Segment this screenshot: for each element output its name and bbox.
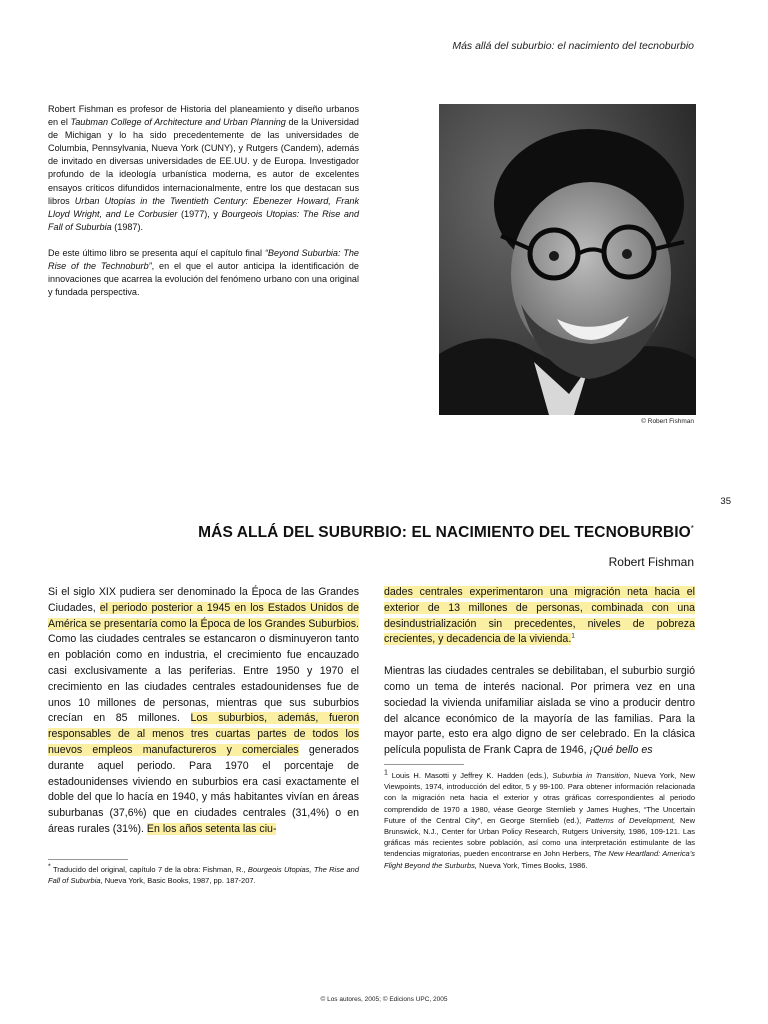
italic-text: Bourgeois Utopias, The Rise and Fall of Suburbia: [48, 865, 359, 886]
body-column-left: [48, 585, 359, 838]
highlighted-text: Los suburbios, además, fueron responsables de al menos tres cuartas partes de todos los nuevos empleos manufactureros y comerciales: [48, 712, 359, 756]
footnote-divider: [48, 859, 128, 860]
footnote-text: [384, 771, 695, 870]
italic-text: Patterns of Development,: [585, 815, 676, 825]
body-paragraph: [384, 664, 695, 759]
title-footnote-marker: *: [690, 524, 694, 533]
article-author: Robert Fishman: [608, 555, 694, 569]
text-run: (1987).: [111, 221, 144, 232]
italic-text: Bourgeois Utopias: The Rise and Fall of Suburbia: [48, 208, 360, 232]
portrait-image: [439, 104, 696, 415]
text-run: Traducido del original, capítulo 7 de la obra: Fishman, R.,: [50, 865, 248, 874]
text-run: generados durante aquel periodo. Para 1970 el porcentaje de estadounidenses viviendo en suburbios era casi exactamente el doble del que lo hacía en 1940, y más habitantes vivían en áreas suburbanas (37,6%) que en ciudades centrales (31,4%) o en áreas rurales (31%).: [48, 743, 359, 835]
italic-text: “Beyond Suburbia: The Rise of the Technoburb”: [48, 247, 359, 272]
footnote-divider: [384, 764, 464, 765]
text-run: , Nueva York, New Viewpoints, 1974, introducción del editor, 5 y 99-100. Para obtener información relacionada con la migración neta hacia el exterior y otras gráficas correspondientes al periodo comprendido de 1970 a 1980, véase George Sternlieb y James Hughes, “The Uncertain Future of the Central City”, en George Sternlieb (ed.),: [384, 771, 696, 825]
running-header: Más allá del suburbio: el nacimiento del tecnoburbio: [452, 40, 694, 52]
text-run: Mientras las ciudades centrales se debilitaban, el suburbio surgió como un tema de interés nacional. Por primera vez en una sociedad la vivienda unifamiliar aislada se vino a producir dentro del alcance económico de la mayoría de las familias. Para la mayor parte, esto era algo digno de ser celebrado. En la clásica película populista de Frank Capra de 1946,: [384, 665, 695, 757]
italic-text: ¡Qué bello es: [589, 744, 653, 757]
footnote-marker: 1: [384, 769, 388, 777]
article-title: [48, 524, 694, 542]
article-title-text: MÁS ALLÁ DEL SUBURBIO: EL NACIMIENTO DEL TECNOBURBIO: [198, 524, 691, 542]
body-paragraph: [48, 585, 359, 838]
text-run: , en el que el autor anticipa la identificación de innovaciones que acarrea la evolución del fenómeno urbano con una original y fundada perspectiva.: [48, 261, 359, 298]
text-run: Como las ciudades centrales se estancaron o disminuyeron tanto en población como en industria, el crecimiento fue encauzado casi exclusivamente a las periferias. Entre 1950 y 1970 el crecimiento en las ciudades centrales estadounidenses fue de unos 10 millones de personas, mientras que sus suburbios crecían en 85 millones.: [48, 633, 359, 725]
footnote-ref: 1: [571, 632, 575, 640]
page-number: 35: [720, 496, 731, 507]
text-run: Louis H. Masotti y Jeffrey K. Hadden (eds.),: [387, 771, 553, 780]
italic-text: Urban Utopias in the Twentieth Century: Ebenezer Howard, Frank Lloyd Wright, and Le Corbusier: [48, 195, 360, 219]
text-run: , Nueva York, Basic Books, 1987, pp. 187-207.: [100, 876, 256, 886]
text-run: de la Universidad de Michigan y lo ha sido precedentemente de las universidades de Columbia, Pennsylvania, Nueva York (CUNY), y Rutgers (Candem), además de invitado en diversas universidades de EE.UU. y de Europa. Investigador profundo de la ideología urbanística moderna, es autor de excelentes ensayos críticos difundidos internacionalmente, entre los que destacan sus libros: [48, 117, 359, 206]
bio-paragraph: [48, 247, 359, 299]
footnote-marker: *: [48, 863, 51, 871]
bio-paragraph: [48, 103, 359, 234]
author-bio: [48, 103, 359, 299]
italic-text: Taubman College of Architecture and Urban Planning: [70, 117, 286, 128]
body-paragraph: [384, 585, 695, 648]
text-run: De este último libro se presenta aquí el capítulo final: [48, 247, 265, 258]
author-photo: [439, 104, 696, 415]
photo-credit: © Robert Fishman: [641, 418, 694, 425]
footnote-1: [384, 770, 695, 871]
footnote-text: [48, 865, 359, 885]
text-run: Robert Fishman es profesor de Historia del planeamiento y diseño urbanos en el: [48, 104, 359, 128]
text-run: (1977), y: [177, 208, 222, 219]
page-footer: © Los autores, 2005; © Edicions UPC, 2005: [320, 996, 448, 1003]
highlighted-text: dades centrales experimentaron una migración neta hacia el exterior de 13 millones de personas, combinada con una desindustrialización sin precedentes, niveles de pobreza crecientes, y decadencia de la vivienda.: [384, 586, 695, 646]
highlighted-text: el periodo posterior a 1945 en los Estados Unidos de América se presentaría como la Época de los Grandes Suburbios.: [48, 601, 359, 630]
italic-text: The New Heartland: America’s Flight Beyond the Surburbs,: [384, 849, 695, 870]
italic-text: Suburbia in Transition: [552, 771, 629, 780]
text-run: Nueva York, Times Books, 1986.: [476, 860, 588, 870]
text-run: New Brunswick, N.J., Center for Urban Policy Research, Rutgers University, 1986, 109-121. Las gráficas más recientes sobre población, así como una interpretación estimulante de las tendencias migratorias, pueden encontrarse en John Herbers,: [384, 815, 695, 859]
body-column-right: [384, 585, 695, 759]
footnote-translation: [48, 864, 359, 886]
highlighted-text: En los años setenta las ciu-: [146, 822, 277, 835]
text-run: Si el siglo XIX pudiera ser denominado la Época de las Grandes Ciudades,: [48, 586, 359, 614]
